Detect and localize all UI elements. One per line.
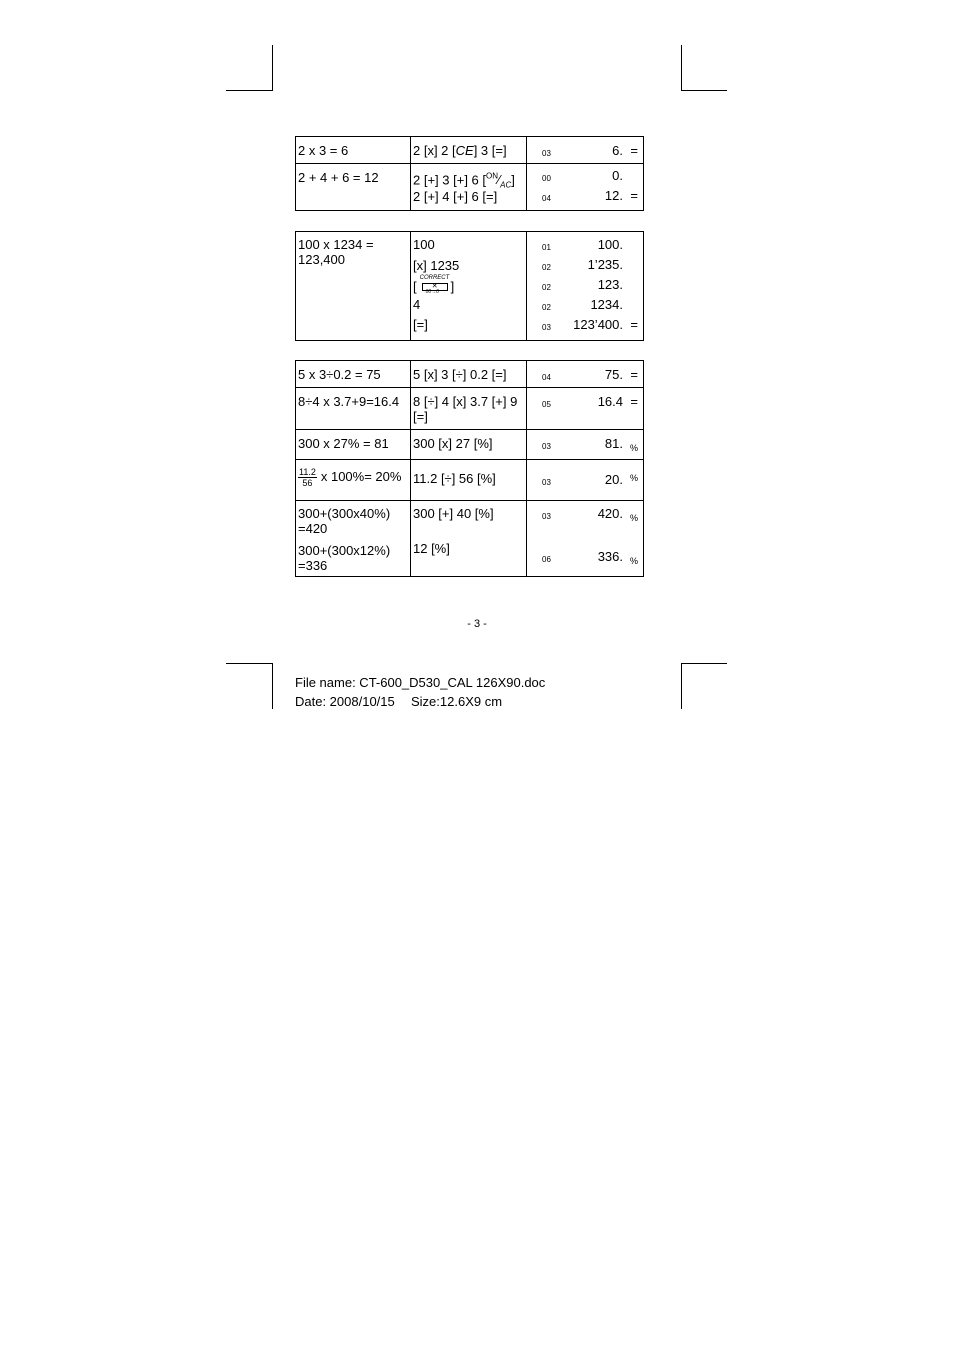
- footer-size: Size:12.6X9 cm: [411, 694, 503, 709]
- display-cell: [527, 501, 644, 577]
- display-cell: [527, 388, 644, 430]
- display-line: 02 1’235.: [542, 257, 623, 272]
- display-line: 01 100.: [542, 237, 623, 252]
- keystroke-cell: 11.2 [÷] 56 [%]: [411, 460, 527, 501]
- expression-cell: [296, 460, 411, 501]
- table-row: [296, 501, 644, 577]
- table-row: [296, 460, 644, 501]
- correct-key-icon: CORRECT ✕ 00→0: [419, 275, 450, 295]
- display-line: 03 6. =: [542, 143, 638, 158]
- example-table-1: [295, 136, 644, 211]
- table-row: [296, 232, 644, 341]
- on-ac-key-label: $^{ON}⁄_{AC}$: [486, 172, 512, 190]
- example-table-3: [295, 360, 644, 577]
- expression-cell: 2 + 4 + 6 = 12: [296, 164, 411, 211]
- table-row: [296, 388, 644, 430]
- keystroke-cell: 300 [x] 27 [%]: [411, 430, 527, 460]
- crop-mark: [681, 45, 682, 91]
- table-row: [296, 430, 644, 460]
- display-line: 03 81. %: [542, 436, 638, 453]
- table-row: [296, 361, 644, 388]
- table-row: [296, 137, 644, 164]
- display-cell: [527, 430, 644, 460]
- crop-mark: [226, 663, 273, 664]
- expression-cell: 300 x 27% = 81: [296, 430, 411, 460]
- display-cell: [527, 460, 644, 501]
- display-line: 06 336. %: [542, 549, 638, 566]
- crop-mark: [681, 663, 682, 709]
- keystroke-text: 2 [x] 2 [CE] 3 [=]: [413, 143, 507, 158]
- display-cell: [527, 232, 644, 341]
- table-row: [296, 164, 644, 211]
- fraction: $\frac{11.2}{56}$: [299, 467, 316, 488]
- display-cell: [527, 361, 644, 388]
- footer-file-name: File name: CT-600_D530_CAL 126X90.doc: [295, 675, 546, 690]
- crop-mark: [272, 663, 273, 709]
- display-line: 00 0.: [542, 168, 623, 183]
- expression-cell: 300+(300x40%) =420 300+(300x12%) =336: [296, 501, 411, 577]
- correct-key-step: [ CORRECT ✕ 00→0 ]: [413, 275, 455, 295]
- crop-mark: [226, 90, 273, 91]
- display-cell: [527, 164, 644, 211]
- expression-cell: 5 x 3÷0.2 = 75: [296, 361, 411, 388]
- display-line: 04 12. =: [542, 188, 638, 203]
- page-number: - 3 -: [467, 618, 487, 630]
- display-line: 03 123’400. =: [542, 317, 638, 332]
- footer-date: Date: 2008/10/15: [295, 694, 395, 709]
- crop-mark: [681, 90, 727, 91]
- display-line: 03 20. %: [542, 472, 638, 487]
- display-line: 05 16.4 =: [542, 394, 638, 409]
- display-line: 04 75. =: [542, 367, 638, 382]
- keystroke-cell: 8 [÷] 4 [x] 3.7 [+] 9 [=]: [411, 388, 527, 430]
- fraction-expression: $\frac{11.2}{56}$ x 100%= 20%: [299, 467, 402, 488]
- display-line: 02 1234.: [542, 297, 623, 312]
- keystroke-cell: 300 [+] 40 [%] 12 [%]: [411, 501, 527, 577]
- keystroke-cell: 2 [+] 3 [+] 6 $[^{ON}⁄_{AC}]$ 2 [+] 4 [+] 6 [=]: [411, 164, 527, 211]
- keystroke-cell: 100 [x] 1235 [ CORRECT ✕ 00→0 ] 4 [=]: [411, 232, 527, 341]
- crop-mark: [681, 663, 727, 664]
- display-line: 03 420. %: [542, 506, 638, 523]
- keystroke-text: 2 [+] 3 [+] 6 $[^{ON}⁄_{AC}]$: [413, 172, 515, 190]
- keystroke-cell: [411, 137, 527, 164]
- crop-mark: [272, 45, 273, 91]
- display-cell: [527, 137, 644, 164]
- expression-cell: 100 x 1234 = 123,400: [296, 232, 411, 341]
- example-table-2: [295, 231, 644, 341]
- display-line: 02 123.: [542, 277, 623, 292]
- expression-cell: 8÷4 x 3.7+9=16.4: [296, 388, 411, 430]
- keystroke-cell: 5 [x] 3 [÷] 0.2 [=]: [411, 361, 527, 388]
- expression-cell: 2 x 3 = 6: [296, 137, 411, 164]
